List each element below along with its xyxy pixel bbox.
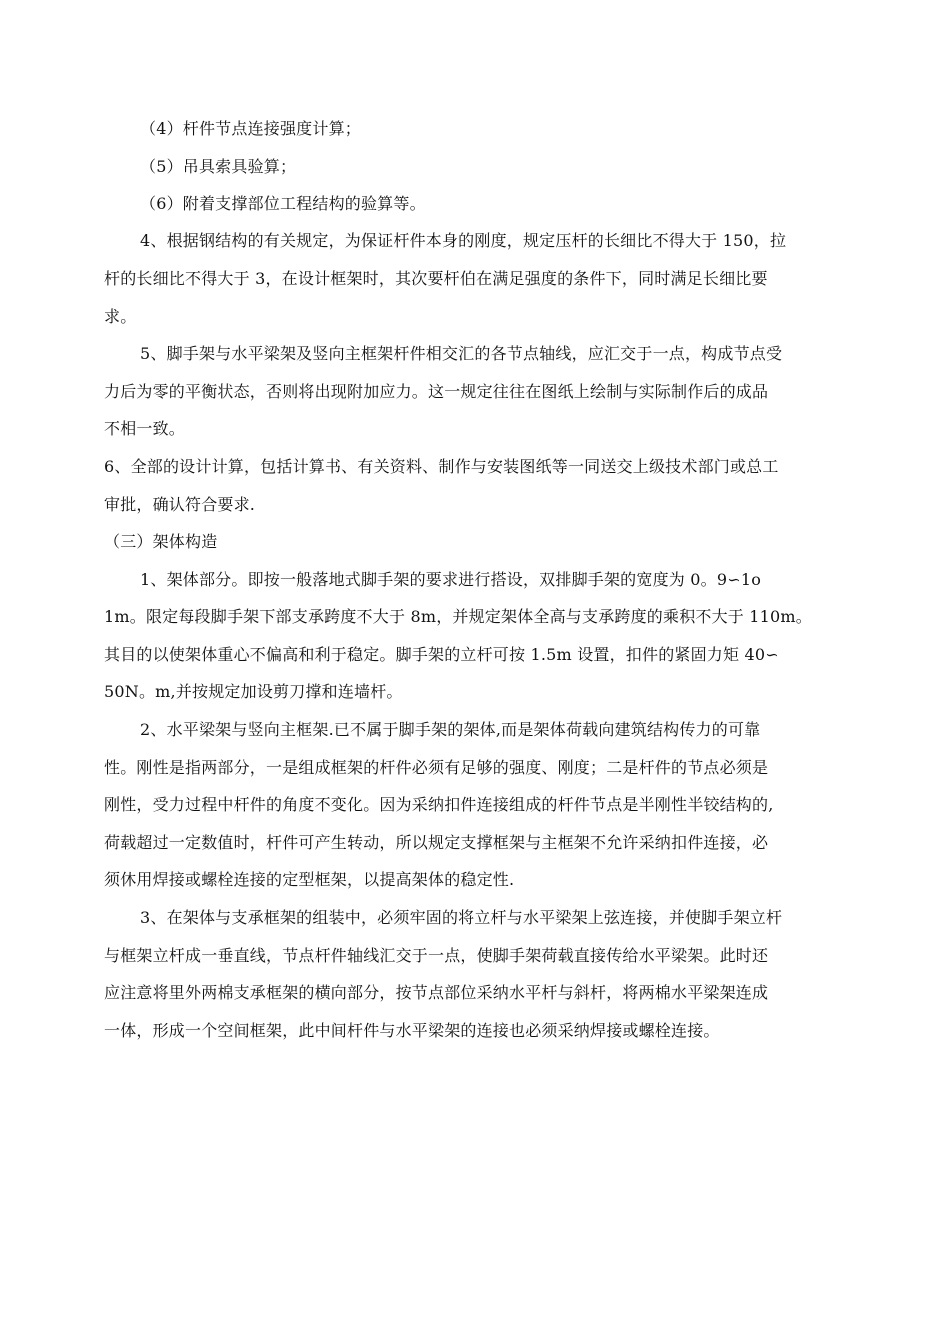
text-line: 杆的长细比不得大于 3，在设计框架时，其次要杆伯在满足强度的条件下，同时满足长细比要 (104, 269, 768, 288)
text-line: 刚性，受力过程中杆件的角度不变化。因为采纳扣件连接组成的杆件节点是半刚性半铰结构的, (104, 795, 774, 814)
text-line: 性。刚性是指两部分，一是组成框架的杆件必须有足够的强度、刚度；二是杆件的节点必须是 (104, 758, 769, 777)
text-line: 求。 (104, 307, 137, 326)
text-line: 1m。限定每段脚手架下部支承跨度不大于 8m，并规定架体全高与支承跨度的乘积不大于 110m。 (104, 607, 812, 626)
section-heading: （三）架体构造 (104, 532, 218, 551)
text-line: 2、水平梁架与竖向主框架.已不属于脚手架的架体,而是架体荷载向建筑结构传力的可靠 (140, 720, 761, 739)
text-line: 3、在架体与支承框架的组装中，必须牢固的将立杆与水平梁架上弦连接，并使脚手架立杆 (140, 908, 783, 927)
text-line: 不相一致。 (104, 419, 186, 438)
text-line: 4、根据钢结构的有关规定，为保证杆件本身的刚度，规定压杆的长细比不得大于 150，拉 (140, 231, 787, 250)
text-line: 应注意将里外两棉支承框架的横向部分，按节点部位采纳水平杆与斜杆，将两棉水平梁架连成 (104, 983, 769, 1002)
text-line: 1、架体部分。即按一般落地式脚手架的要求进行搭设，双排脚手架的宽度为 0。9∽1o (140, 570, 762, 589)
text-line: 审批，确认符合要求. (104, 495, 256, 514)
text-line: 与框架立杆成一垂直线，节点杆件轴线汇交于一点，使脚手架荷载直接传给水平梁架。此时还 (104, 946, 769, 965)
text-line: 须休用焊接或螺栓连接的定型框架，以提高架体的稳定性. (104, 870, 515, 889)
text-line: （5）吊具索具验算； (140, 157, 297, 176)
text-line: 50N。m,并按规定加设剪刀撑和连墙杆。 (104, 682, 403, 701)
text-line: （6）附着支撑部位工程结构的验算等。 (140, 194, 426, 213)
text-line: 荷载超过一定数值时，杆件可产生转动，所以规定支撑框架与主框架不允许采纳扣件连接，必 (104, 833, 769, 852)
text-line: 一体，形成一个空间框架，此中间杆件与水平梁架的连接也必须采纳焊接或螺栓连接。 (104, 1021, 720, 1040)
text-line: 其目的以使架体重心不偏高和利于稳定。脚手架的立杆可按 1.5m 设置，扣件的紧固力矩 40∽ (104, 645, 779, 664)
text-line: 5、脚手架与水平梁架及竖向主框架杆件相交汇的各节点轴线，应汇交于一点，构成节点受 (140, 344, 783, 363)
text-line: 6、全部的设计计算，包括计算书、有关资料、制作与安装图纸等一同送交上级技术部门或总工 (104, 457, 779, 476)
text-line: 力后为零的平衡状态，否则将出现附加应力。这一规定往往在图纸上绘制与实际制作后的成品 (104, 382, 769, 401)
text-line: （4）杆件节点连接强度计算； (140, 119, 361, 138)
